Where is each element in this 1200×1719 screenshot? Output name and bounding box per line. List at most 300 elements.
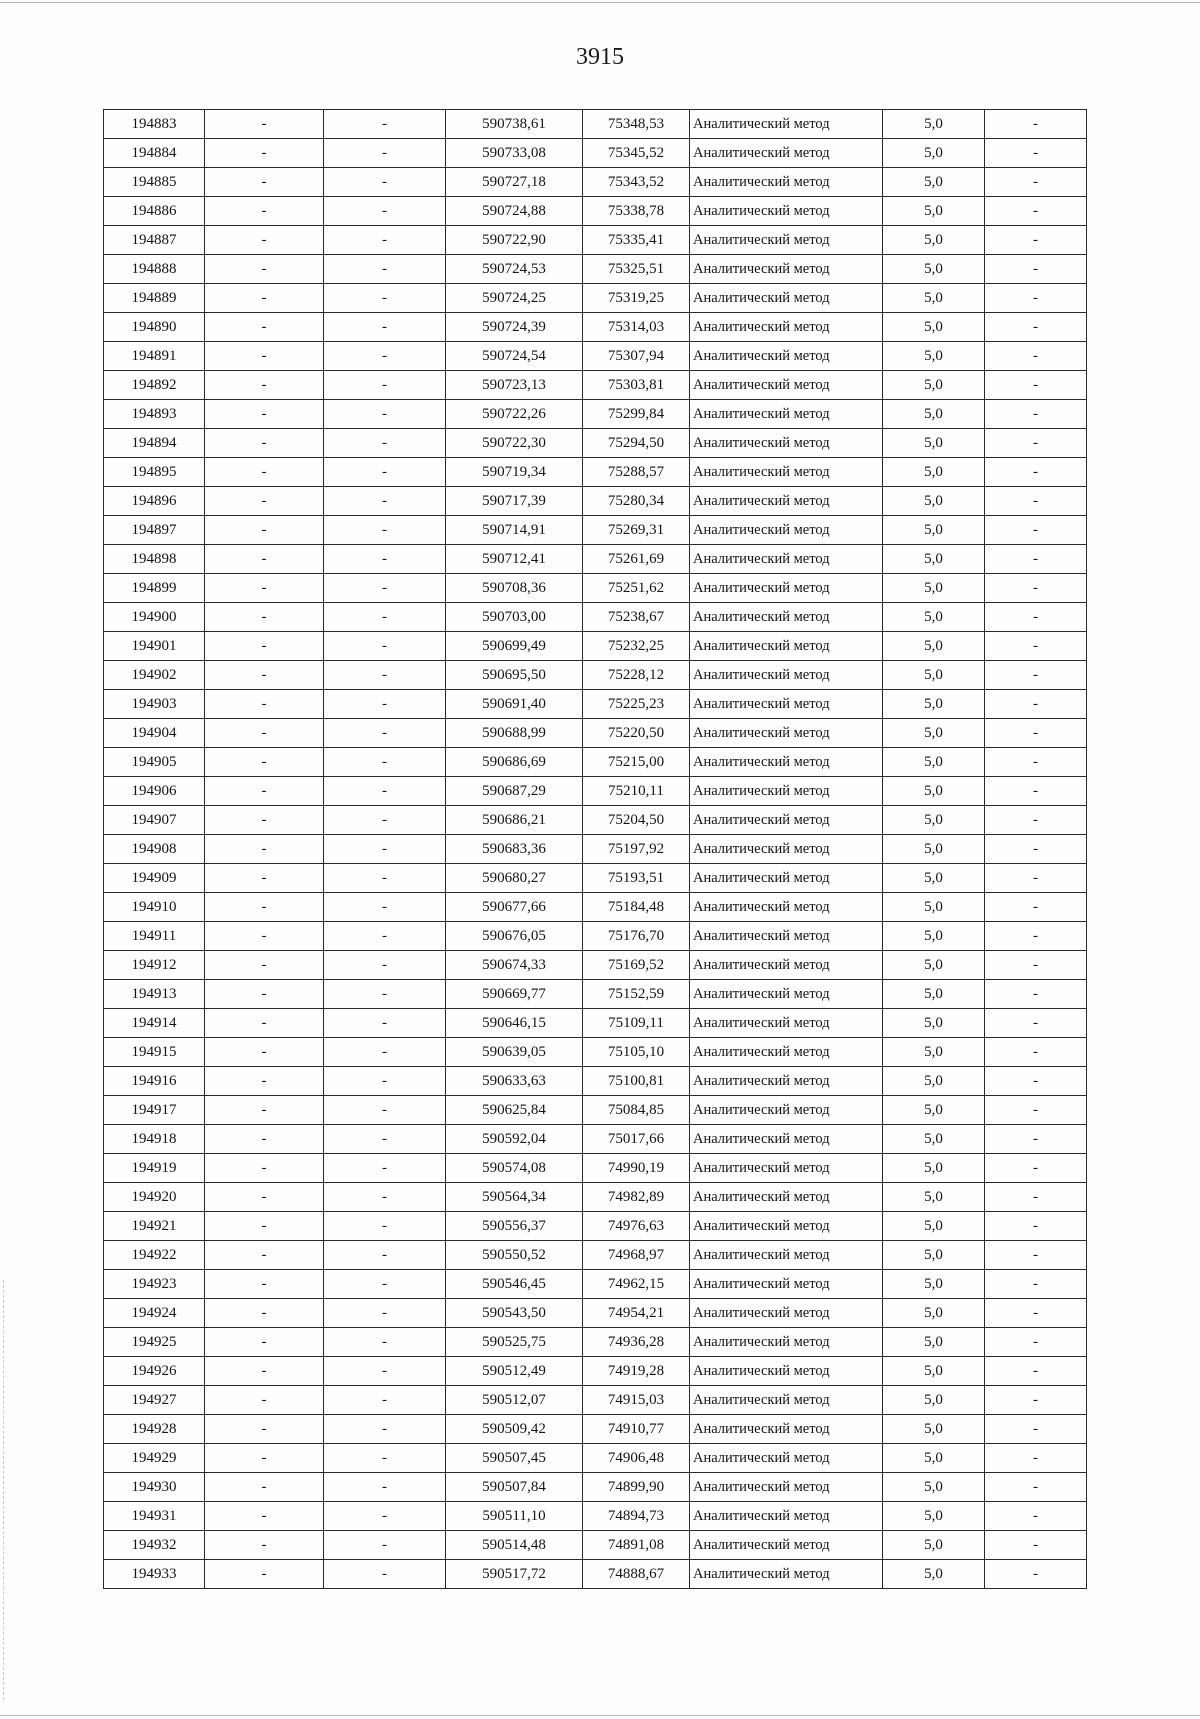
empty-value-cell: - <box>324 1096 446 1125</box>
method-cell: Аналитический метод <box>690 1473 883 1502</box>
empty-value-cell: - <box>324 603 446 632</box>
method-cell: Аналитический метод <box>690 719 883 748</box>
empty-value-cell: - <box>205 1415 324 1444</box>
x-coordinate-cell: 590517,72 <box>446 1560 583 1589</box>
note-cell: - <box>985 1473 1087 1502</box>
empty-value-cell: - <box>205 603 324 632</box>
accuracy-cell: 5,0 <box>883 1125 985 1154</box>
note-cell: - <box>985 951 1087 980</box>
accuracy-cell: 5,0 <box>883 661 985 690</box>
accuracy-cell: 5,0 <box>883 545 985 574</box>
y-coordinate-cell: 75314,03 <box>583 313 690 342</box>
point-id-cell: 194883 <box>104 110 205 139</box>
empty-value-cell: - <box>324 632 446 661</box>
x-coordinate-cell: 590511,10 <box>446 1502 583 1531</box>
x-coordinate-cell: 590733,08 <box>446 139 583 168</box>
x-coordinate-cell: 590724,39 <box>446 313 583 342</box>
note-cell: - <box>985 893 1087 922</box>
method-cell: Аналитический метод <box>690 313 883 342</box>
empty-value-cell: - <box>205 1473 324 1502</box>
point-id-cell: 194903 <box>104 690 205 719</box>
note-cell: - <box>985 777 1087 806</box>
x-coordinate-cell: 590512,07 <box>446 1386 583 1415</box>
empty-value-cell: - <box>205 516 324 545</box>
method-cell: Аналитический метод <box>690 603 883 632</box>
accuracy-cell: 5,0 <box>883 719 985 748</box>
point-id-cell: 194927 <box>104 1386 205 1415</box>
y-coordinate-cell: 75325,51 <box>583 255 690 284</box>
x-coordinate-cell: 590708,36 <box>446 574 583 603</box>
note-cell: - <box>985 1125 1087 1154</box>
empty-value-cell: - <box>205 1531 324 1560</box>
point-id-cell: 194895 <box>104 458 205 487</box>
empty-value-cell: - <box>205 1125 324 1154</box>
note-cell: - <box>985 748 1087 777</box>
empty-value-cell: - <box>205 1444 324 1473</box>
empty-value-cell: - <box>205 400 324 429</box>
empty-value-cell: - <box>205 748 324 777</box>
note-cell: - <box>985 806 1087 835</box>
empty-value-cell: - <box>205 1009 324 1038</box>
accuracy-cell: 5,0 <box>883 1386 985 1415</box>
empty-value-cell: - <box>324 951 446 980</box>
point-id-cell: 194913 <box>104 980 205 1009</box>
point-id-cell: 194918 <box>104 1125 205 1154</box>
empty-value-cell: - <box>324 284 446 313</box>
empty-value-cell: - <box>205 1560 324 1589</box>
point-id-cell: 194904 <box>104 719 205 748</box>
method-cell: Аналитический метод <box>690 1415 883 1444</box>
x-coordinate-cell: 590674,33 <box>446 951 583 980</box>
method-cell: Аналитический метод <box>690 1067 883 1096</box>
y-coordinate-cell: 74894,73 <box>583 1502 690 1531</box>
empty-value-cell: - <box>205 545 324 574</box>
y-coordinate-cell: 75280,34 <box>583 487 690 516</box>
point-id-cell: 194920 <box>104 1183 205 1212</box>
table-row <box>104 748 1087 777</box>
accuracy-cell: 5,0 <box>883 1183 985 1212</box>
y-coordinate-cell: 75299,84 <box>583 400 690 429</box>
accuracy-cell: 5,0 <box>883 1096 985 1125</box>
empty-value-cell: - <box>324 1415 446 1444</box>
accuracy-cell: 5,0 <box>883 806 985 835</box>
point-id-cell: 194924 <box>104 1299 205 1328</box>
x-coordinate-cell: 590691,40 <box>446 690 583 719</box>
note-cell: - <box>985 1560 1087 1589</box>
y-coordinate-cell: 74891,08 <box>583 1531 690 1560</box>
note-cell: - <box>985 313 1087 342</box>
y-coordinate-cell: 75220,50 <box>583 719 690 748</box>
method-cell: Аналитический метод <box>690 1444 883 1473</box>
method-cell: Аналитический метод <box>690 371 883 400</box>
empty-value-cell: - <box>324 1009 446 1038</box>
empty-value-cell: - <box>205 574 324 603</box>
empty-value-cell: - <box>205 226 324 255</box>
table-row <box>104 574 1087 603</box>
empty-value-cell: - <box>205 632 324 661</box>
table-row <box>104 458 1087 487</box>
note-cell: - <box>985 197 1087 226</box>
note-cell: - <box>985 1531 1087 1560</box>
accuracy-cell: 5,0 <box>883 1444 985 1473</box>
table-body <box>104 110 1087 1589</box>
table-row <box>104 110 1087 139</box>
point-id-cell: 194894 <box>104 429 205 458</box>
accuracy-cell: 5,0 <box>883 980 985 1009</box>
x-coordinate-cell: 590714,91 <box>446 516 583 545</box>
point-id-cell: 194930 <box>104 1473 205 1502</box>
y-coordinate-cell: 75215,00 <box>583 748 690 777</box>
x-coordinate-cell: 590699,49 <box>446 632 583 661</box>
accuracy-cell: 5,0 <box>883 893 985 922</box>
accuracy-cell: 5,0 <box>883 313 985 342</box>
empty-value-cell: - <box>324 1473 446 1502</box>
empty-value-cell: - <box>324 226 446 255</box>
table-row <box>104 545 1087 574</box>
note-cell: - <box>985 400 1087 429</box>
empty-value-cell: - <box>324 458 446 487</box>
x-coordinate-cell: 590683,36 <box>446 835 583 864</box>
x-coordinate-cell: 590676,05 <box>446 922 583 951</box>
empty-value-cell: - <box>205 1241 324 1270</box>
point-id-cell: 194893 <box>104 400 205 429</box>
table-row <box>104 1270 1087 1299</box>
table-row <box>104 1096 1087 1125</box>
y-coordinate-cell: 75176,70 <box>583 922 690 951</box>
method-cell: Аналитический метод <box>690 1328 883 1357</box>
empty-value-cell: - <box>324 1241 446 1270</box>
empty-value-cell: - <box>324 864 446 893</box>
scan-left-edge <box>3 1280 4 1700</box>
x-coordinate-cell: 590686,69 <box>446 748 583 777</box>
x-coordinate-cell: 590564,34 <box>446 1183 583 1212</box>
empty-value-cell: - <box>324 574 446 603</box>
x-coordinate-cell: 590722,90 <box>446 226 583 255</box>
note-cell: - <box>985 458 1087 487</box>
method-cell: Аналитический метод <box>690 806 883 835</box>
y-coordinate-cell: 74899,90 <box>583 1473 690 1502</box>
note-cell: - <box>985 342 1087 371</box>
accuracy-cell: 5,0 <box>883 1357 985 1386</box>
note-cell: - <box>985 661 1087 690</box>
empty-value-cell: - <box>324 1038 446 1067</box>
table-row <box>104 255 1087 284</box>
note-cell: - <box>985 255 1087 284</box>
note-cell: - <box>985 168 1087 197</box>
y-coordinate-cell: 74915,03 <box>583 1386 690 1415</box>
method-cell: Аналитический метод <box>690 197 883 226</box>
table-row <box>104 516 1087 545</box>
x-coordinate-cell: 590687,29 <box>446 777 583 806</box>
x-coordinate-cell: 590509,42 <box>446 1415 583 1444</box>
x-coordinate-cell: 590712,41 <box>446 545 583 574</box>
empty-value-cell: - <box>324 197 446 226</box>
x-coordinate-cell: 590514,48 <box>446 1531 583 1560</box>
point-id-cell: 194910 <box>104 893 205 922</box>
note-cell: - <box>985 1299 1087 1328</box>
accuracy-cell: 5,0 <box>883 1038 985 1067</box>
accuracy-cell: 5,0 <box>883 574 985 603</box>
empty-value-cell: - <box>205 1154 324 1183</box>
method-cell: Аналитический метод <box>690 574 883 603</box>
accuracy-cell: 5,0 <box>883 1212 985 1241</box>
table-row <box>104 1038 1087 1067</box>
table-row <box>104 1009 1087 1038</box>
point-id-cell: 194916 <box>104 1067 205 1096</box>
empty-value-cell: - <box>324 1212 446 1241</box>
table-row <box>104 835 1087 864</box>
note-cell: - <box>985 1357 1087 1386</box>
y-coordinate-cell: 75197,92 <box>583 835 690 864</box>
x-coordinate-cell: 590592,04 <box>446 1125 583 1154</box>
y-coordinate-cell: 75269,31 <box>583 516 690 545</box>
method-cell: Аналитический метод <box>690 458 883 487</box>
table-row <box>104 1386 1087 1415</box>
y-coordinate-cell: 74888,67 <box>583 1560 690 1589</box>
y-coordinate-cell: 75228,12 <box>583 661 690 690</box>
table-row <box>104 226 1087 255</box>
empty-value-cell: - <box>324 139 446 168</box>
y-coordinate-cell: 74968,97 <box>583 1241 690 1270</box>
empty-value-cell: - <box>205 1386 324 1415</box>
accuracy-cell: 5,0 <box>883 777 985 806</box>
empty-value-cell: - <box>205 1067 324 1096</box>
point-id-cell: 194892 <box>104 371 205 400</box>
x-coordinate-cell: 590543,50 <box>446 1299 583 1328</box>
accuracy-cell: 5,0 <box>883 197 985 226</box>
empty-value-cell: - <box>205 255 324 284</box>
x-coordinate-cell: 590703,00 <box>446 603 583 632</box>
table-row <box>104 1183 1087 1212</box>
y-coordinate-cell: 74990,19 <box>583 1154 690 1183</box>
table-row <box>104 980 1087 1009</box>
empty-value-cell: - <box>324 313 446 342</box>
accuracy-cell: 5,0 <box>883 487 985 516</box>
accuracy-cell: 5,0 <box>883 603 985 632</box>
note-cell: - <box>985 719 1087 748</box>
x-coordinate-cell: 590574,08 <box>446 1154 583 1183</box>
accuracy-cell: 5,0 <box>883 1299 985 1328</box>
y-coordinate-cell: 75100,81 <box>583 1067 690 1096</box>
y-coordinate-cell: 75288,57 <box>583 458 690 487</box>
point-id-cell: 194911 <box>104 922 205 951</box>
note-cell: - <box>985 835 1087 864</box>
accuracy-cell: 5,0 <box>883 1531 985 1560</box>
method-cell: Аналитический метод <box>690 110 883 139</box>
note-cell: - <box>985 1241 1087 1270</box>
empty-value-cell: - <box>205 1502 324 1531</box>
method-cell: Аналитический метод <box>690 516 883 545</box>
table-row <box>104 1415 1087 1444</box>
empty-value-cell: - <box>324 1299 446 1328</box>
y-coordinate-cell: 75152,59 <box>583 980 690 1009</box>
table-row <box>104 806 1087 835</box>
point-id-cell: 194923 <box>104 1270 205 1299</box>
point-id-cell: 194929 <box>104 1444 205 1473</box>
empty-value-cell: - <box>205 1299 324 1328</box>
empty-value-cell: - <box>205 661 324 690</box>
accuracy-cell: 5,0 <box>883 371 985 400</box>
x-coordinate-cell: 590727,18 <box>446 168 583 197</box>
method-cell: Аналитический метод <box>690 777 883 806</box>
table-row <box>104 284 1087 313</box>
point-id-cell: 194922 <box>104 1241 205 1270</box>
empty-value-cell: - <box>205 1212 324 1241</box>
empty-value-cell: - <box>324 980 446 1009</box>
note-cell: - <box>985 516 1087 545</box>
note-cell: - <box>985 1386 1087 1415</box>
y-coordinate-cell: 75169,52 <box>583 951 690 980</box>
point-id-cell: 194925 <box>104 1328 205 1357</box>
empty-value-cell: - <box>324 516 446 545</box>
empty-value-cell: - <box>205 110 324 139</box>
point-id-cell: 194931 <box>104 1502 205 1531</box>
method-cell: Аналитический метод <box>690 545 883 574</box>
y-coordinate-cell: 75348,53 <box>583 110 690 139</box>
x-coordinate-cell: 590677,66 <box>446 893 583 922</box>
point-id-cell: 194928 <box>104 1415 205 1444</box>
x-coordinate-cell: 590512,49 <box>446 1357 583 1386</box>
empty-value-cell: - <box>324 1531 446 1560</box>
table-row <box>104 1328 1087 1357</box>
point-id-cell: 194909 <box>104 864 205 893</box>
accuracy-cell: 5,0 <box>883 400 985 429</box>
x-coordinate-cell: 590625,84 <box>446 1096 583 1125</box>
empty-value-cell: - <box>205 922 324 951</box>
note-cell: - <box>985 1067 1087 1096</box>
y-coordinate-cell: 74954,21 <box>583 1299 690 1328</box>
method-cell: Аналитический метод <box>690 255 883 284</box>
y-coordinate-cell: 75251,62 <box>583 574 690 603</box>
table-row <box>104 313 1087 342</box>
y-coordinate-cell: 75345,52 <box>583 139 690 168</box>
y-coordinate-cell: 75210,11 <box>583 777 690 806</box>
point-id-cell: 194888 <box>104 255 205 284</box>
empty-value-cell: - <box>205 980 324 1009</box>
table-row <box>104 371 1087 400</box>
method-cell: Аналитический метод <box>690 980 883 1009</box>
accuracy-cell: 5,0 <box>883 168 985 197</box>
page-number: 3915 <box>576 44 624 70</box>
x-coordinate-cell: 590556,37 <box>446 1212 583 1241</box>
accuracy-cell: 5,0 <box>883 1415 985 1444</box>
empty-value-cell: - <box>324 893 446 922</box>
point-id-cell: 194917 <box>104 1096 205 1125</box>
empty-value-cell: - <box>205 777 324 806</box>
method-cell: Аналитический метод <box>690 1502 883 1531</box>
table-row <box>104 1125 1087 1154</box>
note-cell: - <box>985 139 1087 168</box>
point-id-cell: 194908 <box>104 835 205 864</box>
accuracy-cell: 5,0 <box>883 110 985 139</box>
note-cell: - <box>985 603 1087 632</box>
empty-value-cell: - <box>205 487 324 516</box>
table-row <box>104 864 1087 893</box>
empty-value-cell: - <box>324 1502 446 1531</box>
point-id-cell: 194896 <box>104 487 205 516</box>
table-row <box>104 342 1087 371</box>
y-coordinate-cell: 74976,63 <box>583 1212 690 1241</box>
table-row <box>104 1154 1087 1183</box>
accuracy-cell: 5,0 <box>883 1270 985 1299</box>
point-id-cell: 194932 <box>104 1531 205 1560</box>
table-row <box>104 487 1087 516</box>
accuracy-cell: 5,0 <box>883 458 985 487</box>
empty-value-cell: - <box>205 1183 324 1212</box>
note-cell: - <box>985 690 1087 719</box>
table-row <box>104 951 1087 980</box>
accuracy-cell: 5,0 <box>883 139 985 168</box>
method-cell: Аналитический метод <box>690 835 883 864</box>
empty-value-cell: - <box>324 1125 446 1154</box>
x-coordinate-cell: 590639,05 <box>446 1038 583 1067</box>
method-cell: Аналитический метод <box>690 1386 883 1415</box>
scan-bottom-edge <box>0 1715 1200 1716</box>
note-cell: - <box>985 1212 1087 1241</box>
accuracy-cell: 5,0 <box>883 864 985 893</box>
y-coordinate-cell: 75017,66 <box>583 1125 690 1154</box>
method-cell: Аналитический метод <box>690 951 883 980</box>
accuracy-cell: 5,0 <box>883 342 985 371</box>
table-row <box>104 603 1087 632</box>
method-cell: Аналитический метод <box>690 632 883 661</box>
accuracy-cell: 5,0 <box>883 1009 985 1038</box>
note-cell: - <box>985 487 1087 516</box>
point-id-cell: 194907 <box>104 806 205 835</box>
accuracy-cell: 5,0 <box>883 1560 985 1589</box>
y-coordinate-cell: 74982,89 <box>583 1183 690 1212</box>
empty-value-cell: - <box>324 1067 446 1096</box>
method-cell: Аналитический метод <box>690 342 883 371</box>
point-id-cell: 194884 <box>104 139 205 168</box>
method-cell: Аналитический метод <box>690 893 883 922</box>
note-cell: - <box>985 110 1087 139</box>
empty-value-cell: - <box>205 893 324 922</box>
note-cell: - <box>985 1183 1087 1212</box>
empty-value-cell: - <box>205 835 324 864</box>
table-row <box>104 168 1087 197</box>
accuracy-cell: 5,0 <box>883 1241 985 1270</box>
empty-value-cell: - <box>205 284 324 313</box>
empty-value-cell: - <box>324 110 446 139</box>
x-coordinate-cell: 590669,77 <box>446 980 583 1009</box>
note-cell: - <box>985 864 1087 893</box>
empty-value-cell: - <box>205 429 324 458</box>
table-row <box>104 1444 1087 1473</box>
accuracy-cell: 5,0 <box>883 226 985 255</box>
point-id-cell: 194902 <box>104 661 205 690</box>
x-coordinate-cell: 590525,75 <box>446 1328 583 1357</box>
method-cell: Аналитический метод <box>690 1299 883 1328</box>
method-cell: Аналитический метод <box>690 429 883 458</box>
note-cell: - <box>985 1154 1087 1183</box>
method-cell: Аналитический метод <box>690 661 883 690</box>
note-cell: - <box>985 1415 1087 1444</box>
x-coordinate-cell: 590646,15 <box>446 1009 583 1038</box>
empty-value-cell: - <box>205 458 324 487</box>
x-coordinate-cell: 590680,27 <box>446 864 583 893</box>
point-id-cell: 194891 <box>104 342 205 371</box>
empty-value-cell: - <box>324 1183 446 1212</box>
accuracy-cell: 5,0 <box>883 1502 985 1531</box>
x-coordinate-cell: 590688,99 <box>446 719 583 748</box>
point-id-cell: 194926 <box>104 1357 205 1386</box>
empty-value-cell: - <box>205 1038 324 1067</box>
method-cell: Аналитический метод <box>690 139 883 168</box>
accuracy-cell: 5,0 <box>883 690 985 719</box>
note-cell: - <box>985 545 1087 574</box>
method-cell: Аналитический метод <box>690 400 883 429</box>
